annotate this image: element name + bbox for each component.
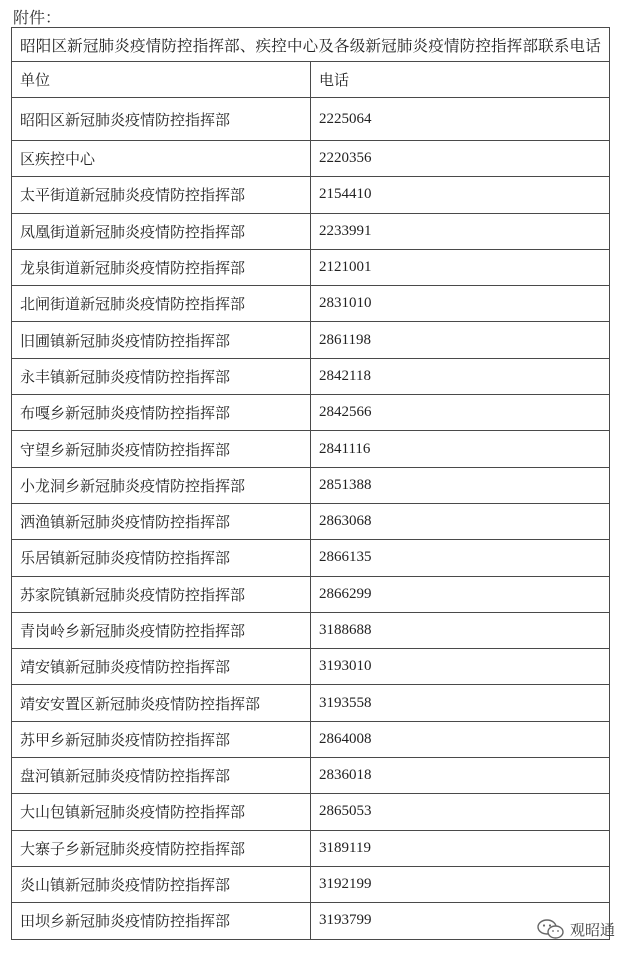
unit-cell: 大寨子乡新冠肺炎疫情防控指挥部 xyxy=(12,830,311,866)
header-unit: 单位 xyxy=(12,62,311,98)
phone-cell: 2866299 xyxy=(311,576,610,612)
unit-cell: 布嘎乡新冠肺炎疫情防控指挥部 xyxy=(12,395,311,431)
phone-cell: 2121001 xyxy=(311,249,610,285)
phone-cell: 2831010 xyxy=(311,286,610,322)
phone-cell: 2154410 xyxy=(311,177,610,213)
table-row xyxy=(12,213,610,249)
table-row xyxy=(12,98,610,141)
unit-cell: 乐居镇新冠肺炎疫情防控指挥部 xyxy=(12,540,311,576)
phone-cell: 2863068 xyxy=(311,503,610,539)
table-row xyxy=(12,141,610,177)
unit-cell: 洒渔镇新冠肺炎疫情防控指挥部 xyxy=(12,503,311,539)
phone-cell: 2861198 xyxy=(311,322,610,358)
phone-cell: 3189119 xyxy=(311,830,610,866)
phone-cell: 2864008 xyxy=(311,721,610,757)
table-row xyxy=(12,830,610,866)
watermark-text: 观昭通 xyxy=(570,920,616,939)
phone-cell: 3193799 xyxy=(311,903,610,939)
contact-table xyxy=(11,27,610,940)
phone-cell: 2225064 xyxy=(311,98,610,141)
unit-cell: 龙泉街道新冠肺炎疫情防控指挥部 xyxy=(12,249,311,285)
unit-cell: 旧圃镇新冠肺炎疫情防控指挥部 xyxy=(12,322,311,358)
table-header-row xyxy=(12,62,610,98)
unit-cell: 靖安镇新冠肺炎疫情防控指挥部 xyxy=(12,649,311,685)
table-row xyxy=(12,685,610,721)
unit-cell: 守望乡新冠肺炎疫情防控指挥部 xyxy=(12,431,311,467)
unit-cell: 凤凰街道新冠肺炎疫情防控指挥部 xyxy=(12,213,311,249)
table-row xyxy=(12,903,610,939)
table-row xyxy=(12,758,610,794)
unit-cell: 靖安安置区新冠肺炎疫情防控指挥部 xyxy=(12,685,311,721)
table-row xyxy=(12,503,610,539)
table-row xyxy=(12,612,610,648)
table-row xyxy=(12,866,610,902)
phone-cell: 3193558 xyxy=(311,685,610,721)
table-row xyxy=(12,249,610,285)
unit-cell: 北闸街道新冠肺炎疫情防控指挥部 xyxy=(12,286,311,322)
unit-cell: 青岗岭乡新冠肺炎疫情防控指挥部 xyxy=(12,612,311,648)
unit-cell: 大山包镇新冠肺炎疫情防控指挥部 xyxy=(12,794,311,830)
unit-cell: 苏家院镇新冠肺炎疫情防控指挥部 xyxy=(12,576,311,612)
table-row xyxy=(12,576,610,612)
table-row xyxy=(12,721,610,757)
phone-cell: 3192199 xyxy=(311,866,610,902)
phone-cell: 3193010 xyxy=(311,649,610,685)
table-row xyxy=(12,467,610,503)
unit-cell: 昭阳区新冠肺炎疫情防控指挥部 xyxy=(12,98,311,141)
table-row xyxy=(12,794,610,830)
watermark xyxy=(536,918,615,940)
unit-cell: 苏甲乡新冠肺炎疫情防控指挥部 xyxy=(12,721,311,757)
table-row xyxy=(12,322,610,358)
unit-cell: 炎山镇新冠肺炎疫情防控指挥部 xyxy=(12,866,311,902)
table-row xyxy=(12,395,610,431)
table-row xyxy=(12,286,610,322)
unit-cell: 田坝乡新冠肺炎疫情防控指挥部 xyxy=(12,903,311,939)
table-row xyxy=(12,649,610,685)
phone-cell: 2842566 xyxy=(311,395,610,431)
table-row xyxy=(12,358,610,394)
unit-cell: 永丰镇新冠肺炎疫情防控指挥部 xyxy=(12,358,311,394)
unit-cell: 小龙洞乡新冠肺炎疫情防控指挥部 xyxy=(12,467,311,503)
phone-cell: 3188688 xyxy=(311,612,610,648)
header-phone: 电话 xyxy=(311,62,610,98)
phone-cell: 2865053 xyxy=(311,794,610,830)
table-row xyxy=(12,177,610,213)
unit-cell: 盘河镇新冠肺炎疫情防控指挥部 xyxy=(12,758,311,794)
phone-cell: 2866135 xyxy=(311,540,610,576)
table-row xyxy=(12,431,610,467)
phone-cell: 2220356 xyxy=(311,141,610,177)
phone-cell: 2836018 xyxy=(311,758,610,794)
table-title: 昭阳区新冠肺炎疫情防控指挥部、疾控中心及各级新冠肺炎疫情防控指挥部联系电话 xyxy=(12,28,610,62)
phone-cell: 2851388 xyxy=(311,467,610,503)
unit-cell: 区疾控中心 xyxy=(12,141,311,177)
table-row xyxy=(12,540,610,576)
wechat-icon xyxy=(536,918,566,940)
phone-cell: 2233991 xyxy=(311,213,610,249)
phone-cell: 2842118 xyxy=(311,358,610,394)
phone-cell: 2841116 xyxy=(311,431,610,467)
attachment-label: 附件： xyxy=(13,8,62,27)
table-title-row xyxy=(12,28,610,62)
unit-cell: 太平街道新冠肺炎疫情防控指挥部 xyxy=(12,177,311,213)
